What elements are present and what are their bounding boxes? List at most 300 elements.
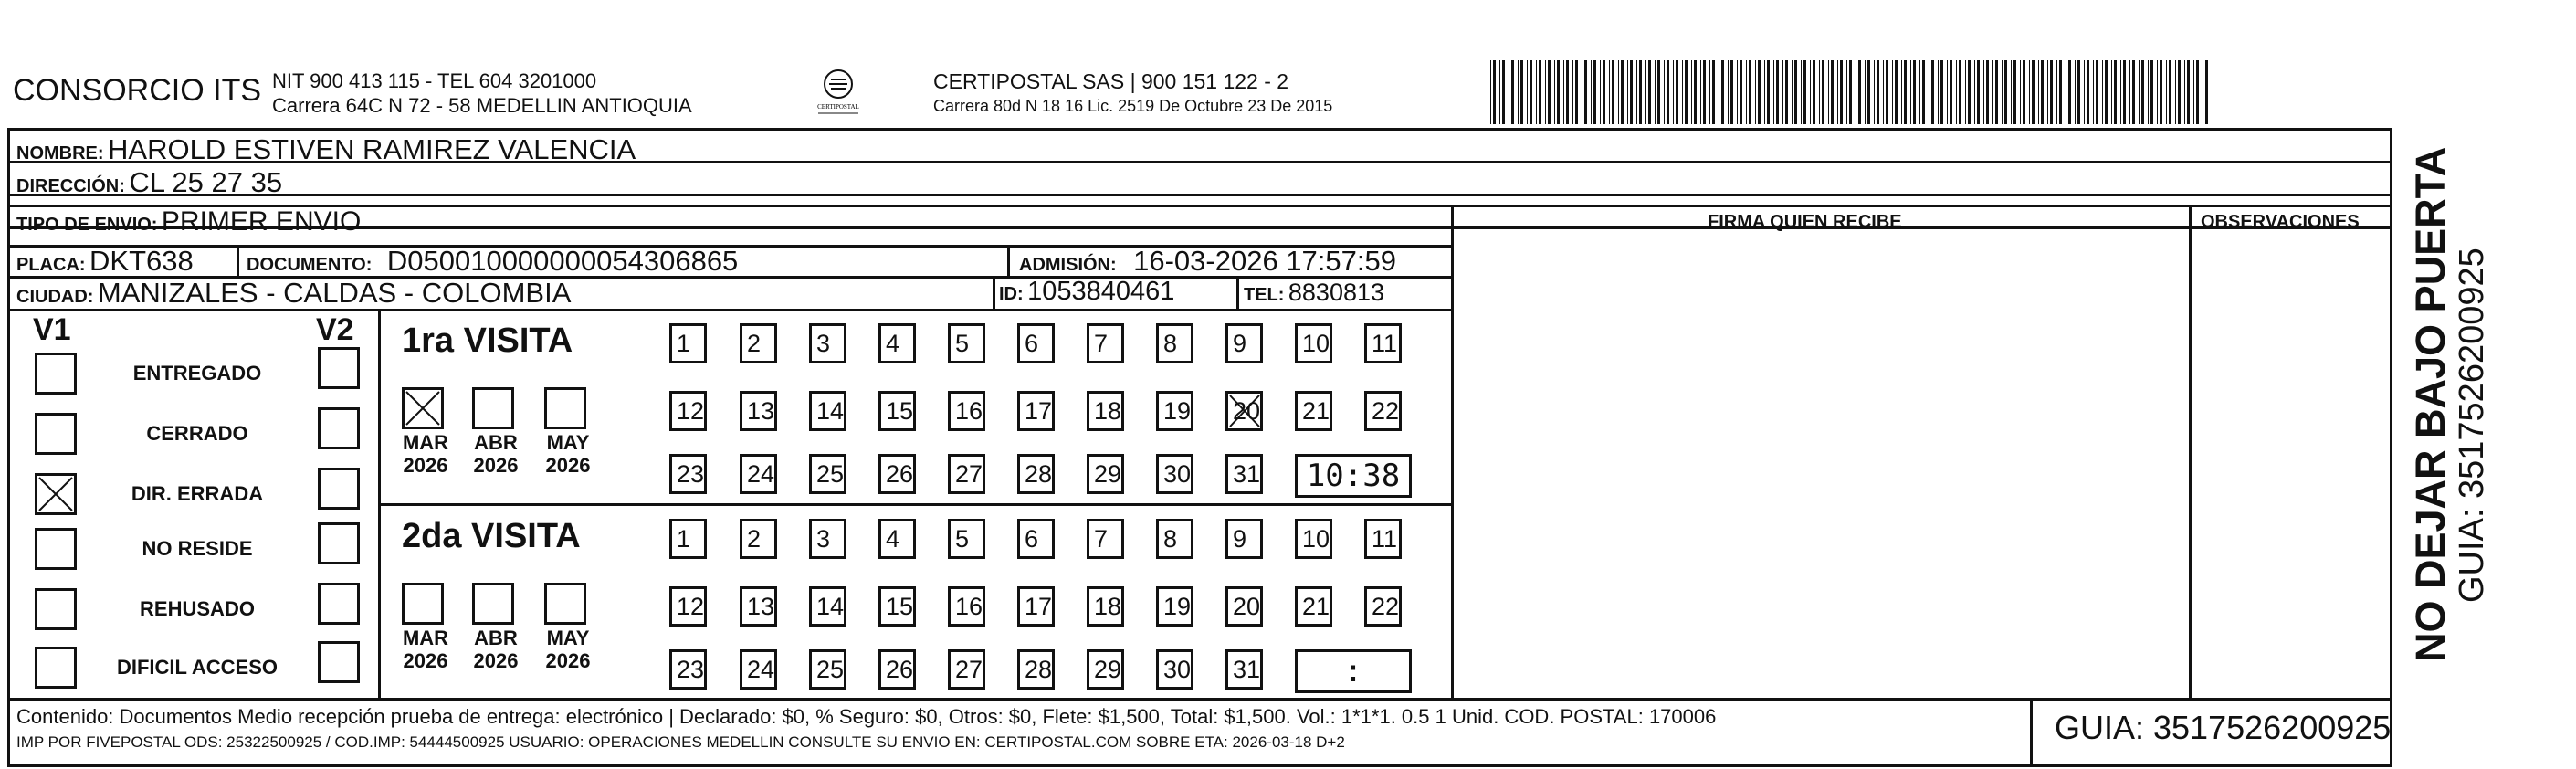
- day-box[interactable]: [1017, 323, 1055, 363]
- tipo-value: PRIMER ENVIO: [161, 206, 362, 237]
- barcode-bar: [1913, 60, 1916, 124]
- day-number: 24: [747, 656, 775, 683]
- barcode-bar: [1837, 60, 1838, 124]
- barcode-bar: [1883, 60, 1884, 124]
- barcode-bar: [1764, 60, 1765, 124]
- day-number: 9: [1233, 525, 1247, 553]
- day-box[interactable]: [1017, 649, 1055, 690]
- barcode-bar: [1621, 60, 1624, 124]
- v2-checkbox[interactable]: [318, 522, 360, 564]
- id-value: 1053840461: [1027, 277, 1175, 306]
- side-guia: GUIA: 3517526200925: [2453, 248, 2491, 603]
- month-year: 2026: [403, 454, 448, 477]
- barcode-bar: [2150, 60, 2153, 124]
- barcode-bar: [1518, 60, 1519, 124]
- barcode-bar: [1840, 60, 1843, 124]
- day-box[interactable]: [809, 391, 846, 431]
- barcode-bar: [2148, 60, 2149, 124]
- barcode-bar: [1938, 60, 1939, 124]
- day-box[interactable]: [1295, 323, 1332, 363]
- barcode-bar: [1922, 60, 1925, 124]
- day-number: 14: [816, 593, 845, 620]
- barcode-bar: [1965, 60, 1966, 124]
- day-box[interactable]: [948, 649, 985, 690]
- v1-checkbox[interactable]: [35, 473, 77, 515]
- tel-value: 8830813: [1288, 279, 1385, 306]
- barcode-bar: [2004, 60, 2007, 124]
- day-box[interactable]: [740, 454, 777, 494]
- day-box[interactable]: [669, 391, 707, 431]
- v1-checkbox[interactable]: [35, 413, 77, 455]
- documento-label: DOCUMENTO:: [247, 255, 373, 275]
- day-box[interactable]: [1364, 391, 1402, 431]
- barcode-bar: [2059, 60, 2062, 124]
- barcode-bar: [1792, 60, 1793, 124]
- barcode-bar: [1536, 60, 1537, 124]
- barcode-bar: [1712, 60, 1715, 124]
- day-number: 24: [747, 460, 775, 488]
- month-year: 2026: [545, 649, 591, 672]
- day-box[interactable]: [1364, 586, 1402, 627]
- barcode-bar: [2175, 60, 2176, 124]
- barcode-bar: [1819, 60, 1820, 124]
- day-number: 23: [677, 460, 705, 488]
- barcode-bar: [2102, 60, 2103, 124]
- day-number: 31: [1233, 460, 1261, 488]
- firma-label: FIRMA QUIEN RECIBE: [1708, 212, 1902, 232]
- day-box[interactable]: [1156, 649, 1193, 690]
- day-number: 26: [886, 656, 914, 683]
- footer-guia: GUIA: 3517526200925: [2055, 709, 2392, 746]
- day-box[interactable]: [809, 586, 846, 627]
- barcode-bar: [2096, 60, 2098, 124]
- barcode-bar: [2166, 60, 2167, 124]
- barcode-bar: [1600, 60, 1601, 124]
- status-label: REHUSADO: [140, 597, 255, 620]
- day-number: 18: [1094, 397, 1122, 425]
- barcode-bar: [2077, 60, 2080, 124]
- barcode-bar: [1858, 60, 1861, 124]
- barcode-bar: [1892, 60, 1893, 124]
- barcode-bar: [1950, 60, 1952, 124]
- barcode-bar: [1895, 60, 1898, 124]
- day-box[interactable]: [1017, 519, 1055, 559]
- barcode-bar: [1627, 60, 1628, 124]
- day-box[interactable]: [1225, 454, 1263, 494]
- day-box[interactable]: [1087, 391, 1124, 431]
- day-box[interactable]: [878, 323, 916, 363]
- tipo-row: [16, 206, 361, 237]
- day-number: 15: [886, 593, 914, 620]
- barcode-bar: [1746, 60, 1747, 124]
- ciudad-label: CIUDAD:: [16, 287, 94, 307]
- barcode-bar: [1782, 60, 1783, 124]
- barcode-bar: [1959, 60, 1961, 124]
- barcode-bar: [2169, 60, 2171, 124]
- barcode-bar: [1867, 60, 1870, 124]
- barcode-bar: [2193, 60, 2194, 124]
- day-number: 16: [955, 593, 983, 620]
- day-box[interactable]: [1225, 586, 1263, 627]
- v1-checkbox[interactable]: [35, 647, 77, 689]
- day-number: 15: [886, 397, 914, 425]
- day-number: 11: [1372, 525, 1398, 553]
- barcode-bar: [2041, 60, 2044, 124]
- barcode-bar: [2105, 60, 2108, 124]
- placa-cell: [16, 245, 194, 278]
- day-box[interactable]: [1364, 519, 1402, 559]
- day-box[interactable]: [948, 586, 985, 627]
- month-name: MAR: [402, 627, 449, 649]
- barcode-bar: [2196, 60, 2199, 124]
- day-box[interactable]: [740, 519, 777, 559]
- day-number: 26: [886, 460, 914, 488]
- day-box[interactable]: [1295, 586, 1332, 627]
- month-checkbox[interactable]: [472, 387, 514, 429]
- barcode-bar: [1673, 60, 1674, 124]
- barcode-bar: [1493, 60, 1496, 124]
- barcode-bar: [1657, 60, 1660, 124]
- day-box[interactable]: [809, 649, 846, 690]
- barcode-bar: [1730, 60, 1733, 124]
- day-number: 25: [816, 460, 845, 488]
- day-number: 30: [1163, 656, 1192, 683]
- month-checkbox[interactable]: [472, 583, 514, 625]
- day-box[interactable]: [1295, 391, 1332, 431]
- v2-checkbox[interactable]: [318, 468, 360, 510]
- admision-cell: [1019, 245, 1396, 278]
- day-number: 8: [1163, 330, 1178, 357]
- month-checkbox[interactable]: [544, 387, 586, 429]
- barcode-bar: [2123, 60, 2126, 124]
- day-number: 18: [1094, 593, 1122, 620]
- ciudad-cell: [16, 277, 571, 310]
- barcode-bar: [1874, 60, 1875, 124]
- status-label: NO RESIDE: [142, 537, 253, 560]
- day-box[interactable]: [1087, 454, 1124, 494]
- barcode-bar: [2032, 60, 2035, 124]
- day-number: 17: [1025, 593, 1053, 620]
- day-number: 5: [955, 525, 970, 553]
- barcode-bar: [1685, 60, 1688, 124]
- barcode-bar: [1682, 60, 1683, 124]
- barcode-bar: [1758, 60, 1761, 124]
- day-box[interactable]: [1017, 454, 1055, 494]
- barcode-bar: [1886, 60, 1888, 124]
- status-label: CERRADO: [146, 422, 248, 445]
- barcode-bar: [1511, 60, 1514, 124]
- day-number: 27: [955, 460, 983, 488]
- barcode-bar: [1609, 60, 1610, 124]
- day-number: 1: [677, 525, 691, 553]
- day-number: 14: [816, 397, 845, 425]
- footer-imp: IMP POR FIVEPOSTAL ODS: 25322500925 / COD.IMP: 54444500925 USUARIO: OPERACIONES MEDELLIN CONSULTE SU ENVIO EN: CERTIPOSTAL.COM SOBRE ETA: 2026-03-18 D+2: [16, 733, 1345, 751]
- day-number: 22: [1372, 397, 1400, 425]
- day-box[interactable]: [740, 391, 777, 431]
- v2-header: V2: [316, 312, 354, 347]
- day-box[interactable]: [1017, 391, 1055, 431]
- month-name: MAR: [402, 431, 449, 454]
- day-box[interactable]: [1225, 519, 1263, 559]
- day-box[interactable]: [669, 519, 707, 559]
- admision-label: ADMISIÓN:: [1019, 255, 1117, 275]
- day-box[interactable]: [948, 454, 985, 494]
- nombre-value: HAROLD ESTIVEN RAMIREZ VALENCIA: [108, 133, 636, 165]
- day-box[interactable]: [809, 454, 846, 494]
- barcode-bar: [1977, 60, 1980, 124]
- day-number: 6: [1025, 330, 1039, 357]
- documento-value: D050010000000054306865: [386, 245, 739, 277]
- barcode-bar: [1499, 60, 1500, 124]
- barcode-bar: [1721, 60, 1724, 124]
- month-year: 2026: [473, 454, 519, 477]
- barcode-bar: [1801, 60, 1802, 124]
- barcode-bar: [1968, 60, 1971, 124]
- v2-checkbox[interactable]: [318, 641, 360, 683]
- day-number: 23: [677, 656, 705, 683]
- barcode-bar: [2160, 60, 2162, 124]
- day-number: 3: [816, 525, 831, 553]
- observaciones-label: OBSERVACIONES: [2201, 212, 2360, 232]
- time-value: 10:38: [1306, 458, 1401, 494]
- day-box[interactable]: [948, 391, 985, 431]
- day-box[interactable]: [740, 586, 777, 627]
- day-number: 6: [1025, 525, 1039, 553]
- barcode-bar: [1755, 60, 1756, 124]
- direccion-value: CL 25 27 35: [129, 166, 283, 198]
- time-value: :: [1343, 653, 1363, 690]
- barcode-bar: [1664, 60, 1665, 124]
- barcode-bar: [1849, 60, 1852, 124]
- barcode-bar: [1995, 60, 1998, 124]
- barcode-bar: [1548, 60, 1551, 124]
- barcode-bar: [1992, 60, 1993, 124]
- barcode-bar: [2013, 60, 2016, 124]
- nombre-row: [16, 133, 636, 166]
- barcode-bar: [2038, 60, 2039, 124]
- documento-cell: [247, 245, 738, 278]
- day-number: 20: [1233, 593, 1261, 620]
- direccion-row: [16, 166, 282, 199]
- day-box[interactable]: [740, 649, 777, 690]
- barcode-bar: [2093, 60, 2094, 124]
- day-number: 19: [1163, 397, 1192, 425]
- admision-value: 16-03-2026 17:57:59: [1133, 245, 1396, 277]
- tipo-label: TIPO DE ENVIO:: [16, 215, 158, 235]
- day-number: 1: [677, 330, 691, 357]
- barcode-bar: [2205, 60, 2208, 124]
- company-name: CONSORCIO ITS: [13, 73, 262, 108]
- day-number: 9: [1233, 330, 1247, 357]
- v2-checkbox[interactable]: [318, 583, 360, 625]
- day-box[interactable]: [1156, 391, 1193, 431]
- barcode-bar: [1630, 60, 1633, 124]
- certipostal-logo-icon: [811, 66, 866, 119]
- side-warning: NO DEJAR BAJO PUERTA: [2407, 146, 2454, 662]
- company-address: Carrera 64C N 72 - 58 MEDELLIN ANTIOQUIA: [272, 94, 692, 117]
- time-box[interactable]: [1295, 649, 1412, 693]
- v2-checkbox[interactable]: [318, 347, 360, 389]
- barcode-bar: [1603, 60, 1605, 124]
- day-number: 27: [955, 656, 983, 683]
- day-number: 4: [886, 330, 900, 357]
- month-label: [398, 627, 453, 672]
- day-number: 7: [1094, 525, 1109, 553]
- check-x-icon: [37, 476, 74, 512]
- certipostal-address: Carrera 80d N 18 16 Lic. 2519 De Octubre 23 De 2015: [933, 97, 1333, 115]
- day-number: 2: [747, 330, 762, 357]
- barcode-bar: [1691, 60, 1692, 124]
- barcode-bar: [1612, 60, 1614, 124]
- barcode-bar: [2087, 60, 2089, 124]
- barcode-bar: [1940, 60, 1943, 124]
- day-box[interactable]: [1087, 323, 1124, 363]
- month-checkbox[interactable]: [402, 387, 444, 429]
- barcode-bar: [1910, 60, 1911, 124]
- day-box[interactable]: [1156, 454, 1193, 494]
- barcode-bar: [1831, 60, 1834, 124]
- status-label: DIR. ERRADA: [131, 482, 264, 505]
- barcode-bar: [2050, 60, 2053, 124]
- day-number: 3: [816, 330, 831, 357]
- placa-label: PLACA:: [16, 255, 86, 275]
- day-number: 29: [1094, 656, 1122, 683]
- certipostal-name: CERTIPOSTAL SAS | 900 151 122 - 2: [933, 69, 1289, 93]
- barcode-bar: [1575, 60, 1578, 124]
- day-number: 31: [1233, 656, 1261, 683]
- barcode-bar: [1530, 60, 1532, 124]
- barcode-bar: [1700, 60, 1701, 124]
- day-box[interactable]: [1087, 649, 1124, 690]
- barcode-bar: [2111, 60, 2112, 124]
- day-number: 21: [1302, 593, 1330, 620]
- barcode-bar: [2120, 60, 2121, 124]
- day-box[interactable]: [740, 323, 777, 363]
- day-number: 29: [1094, 460, 1122, 488]
- day-box[interactable]: [878, 649, 916, 690]
- day-box[interactable]: [1087, 519, 1124, 559]
- placa-value: DKT638: [89, 245, 194, 277]
- barcode-bar: [1776, 60, 1779, 124]
- barcode-bar: [1931, 60, 1934, 124]
- day-box[interactable]: [1087, 586, 1124, 627]
- barcode-bar: [2023, 60, 2025, 124]
- month-year: 2026: [473, 649, 519, 672]
- month-label: [398, 431, 453, 477]
- status-label: DIFICIL ACCESO: [116, 656, 278, 679]
- barcode-bar: [2141, 60, 2144, 124]
- day-box[interactable]: [669, 323, 707, 363]
- month-label: [541, 431, 595, 477]
- barcode-bar: [1572, 60, 1573, 124]
- day-number: 12: [677, 397, 705, 425]
- barcode-bar: [2129, 60, 2130, 124]
- barcode-bar: [1566, 60, 1569, 124]
- v1-checkbox[interactable]: [35, 528, 77, 570]
- day-box[interactable]: [669, 454, 707, 494]
- day-box[interactable]: [948, 519, 985, 559]
- day-box[interactable]: [1156, 323, 1193, 363]
- day-box[interactable]: [809, 323, 846, 363]
- time-box[interactable]: [1295, 454, 1412, 498]
- barcode-bar: [2011, 60, 2012, 124]
- day-number: 10: [1302, 330, 1330, 357]
- barcode-bar: [1846, 60, 1847, 124]
- status-label: ENTREGADO: [132, 362, 262, 384]
- barcode-bar: [1822, 60, 1824, 124]
- day-number: 20: [1233, 397, 1261, 425]
- month-checkbox[interactable]: [402, 583, 444, 625]
- direccion-label: DIRECCIÓN:: [16, 176, 125, 196]
- barcode-bar: [1694, 60, 1697, 124]
- barcode-bar: [1545, 60, 1546, 124]
- v1-checkbox[interactable]: [35, 588, 77, 630]
- day-box[interactable]: [1225, 391, 1263, 431]
- v2-checkbox[interactable]: [318, 407, 360, 449]
- day-box[interactable]: [1156, 586, 1193, 627]
- month-label: [541, 627, 595, 672]
- day-number: 19: [1163, 593, 1192, 620]
- day-box[interactable]: [1225, 323, 1263, 363]
- day-number: 28: [1025, 656, 1053, 683]
- day-number: 4: [886, 525, 900, 553]
- barcode-bar: [2056, 60, 2057, 124]
- barcode-bar: [1618, 60, 1619, 124]
- day-box[interactable]: [1225, 649, 1263, 690]
- barcode-bar: [1986, 60, 1989, 124]
- v1-checkbox[interactable]: [35, 353, 77, 395]
- barcode-bar: [2114, 60, 2117, 124]
- day-box[interactable]: [878, 454, 916, 494]
- ciudad-value: MANIZALES - CALDAS - COLOMBIA: [97, 277, 572, 309]
- barcode-bar: [2084, 60, 2085, 124]
- month-label: [468, 627, 523, 672]
- day-box[interactable]: [878, 586, 916, 627]
- day-box[interactable]: [948, 323, 985, 363]
- day-box[interactable]: [669, 586, 707, 627]
- day-box[interactable]: [878, 519, 916, 559]
- barcode-bar: [1667, 60, 1669, 124]
- day-box[interactable]: [1295, 519, 1332, 559]
- barcode-bar: [2157, 60, 2158, 124]
- day-box[interactable]: [878, 391, 916, 431]
- day-box[interactable]: [809, 519, 846, 559]
- id-cell: [999, 277, 1174, 307]
- visit-title: 1ra VISITA: [402, 321, 573, 360]
- day-box[interactable]: [1017, 586, 1055, 627]
- day-box[interactable]: [1156, 519, 1193, 559]
- barcode-bar: [1773, 60, 1774, 124]
- month-checkbox[interactable]: [544, 583, 586, 625]
- month-name: MAY: [546, 627, 590, 649]
- day-box[interactable]: [1364, 323, 1402, 363]
- day-number: 21: [1302, 397, 1330, 425]
- form-border: [7, 128, 2392, 767]
- day-number: 13: [747, 397, 775, 425]
- barcode-bar: [1813, 60, 1815, 124]
- barcode-bar: [1709, 60, 1710, 124]
- day-number: 13: [747, 593, 775, 620]
- barcode-bar: [1919, 60, 1920, 124]
- nombre-label: NOMBRE:: [16, 143, 104, 163]
- barcode-bar: [1728, 60, 1729, 124]
- check-x-icon: [405, 390, 441, 427]
- day-number: 28: [1025, 460, 1053, 488]
- day-number: 25: [816, 656, 845, 683]
- day-box[interactable]: [669, 649, 707, 690]
- barcode-bar: [1591, 60, 1592, 124]
- barcode-bar: [1983, 60, 1984, 124]
